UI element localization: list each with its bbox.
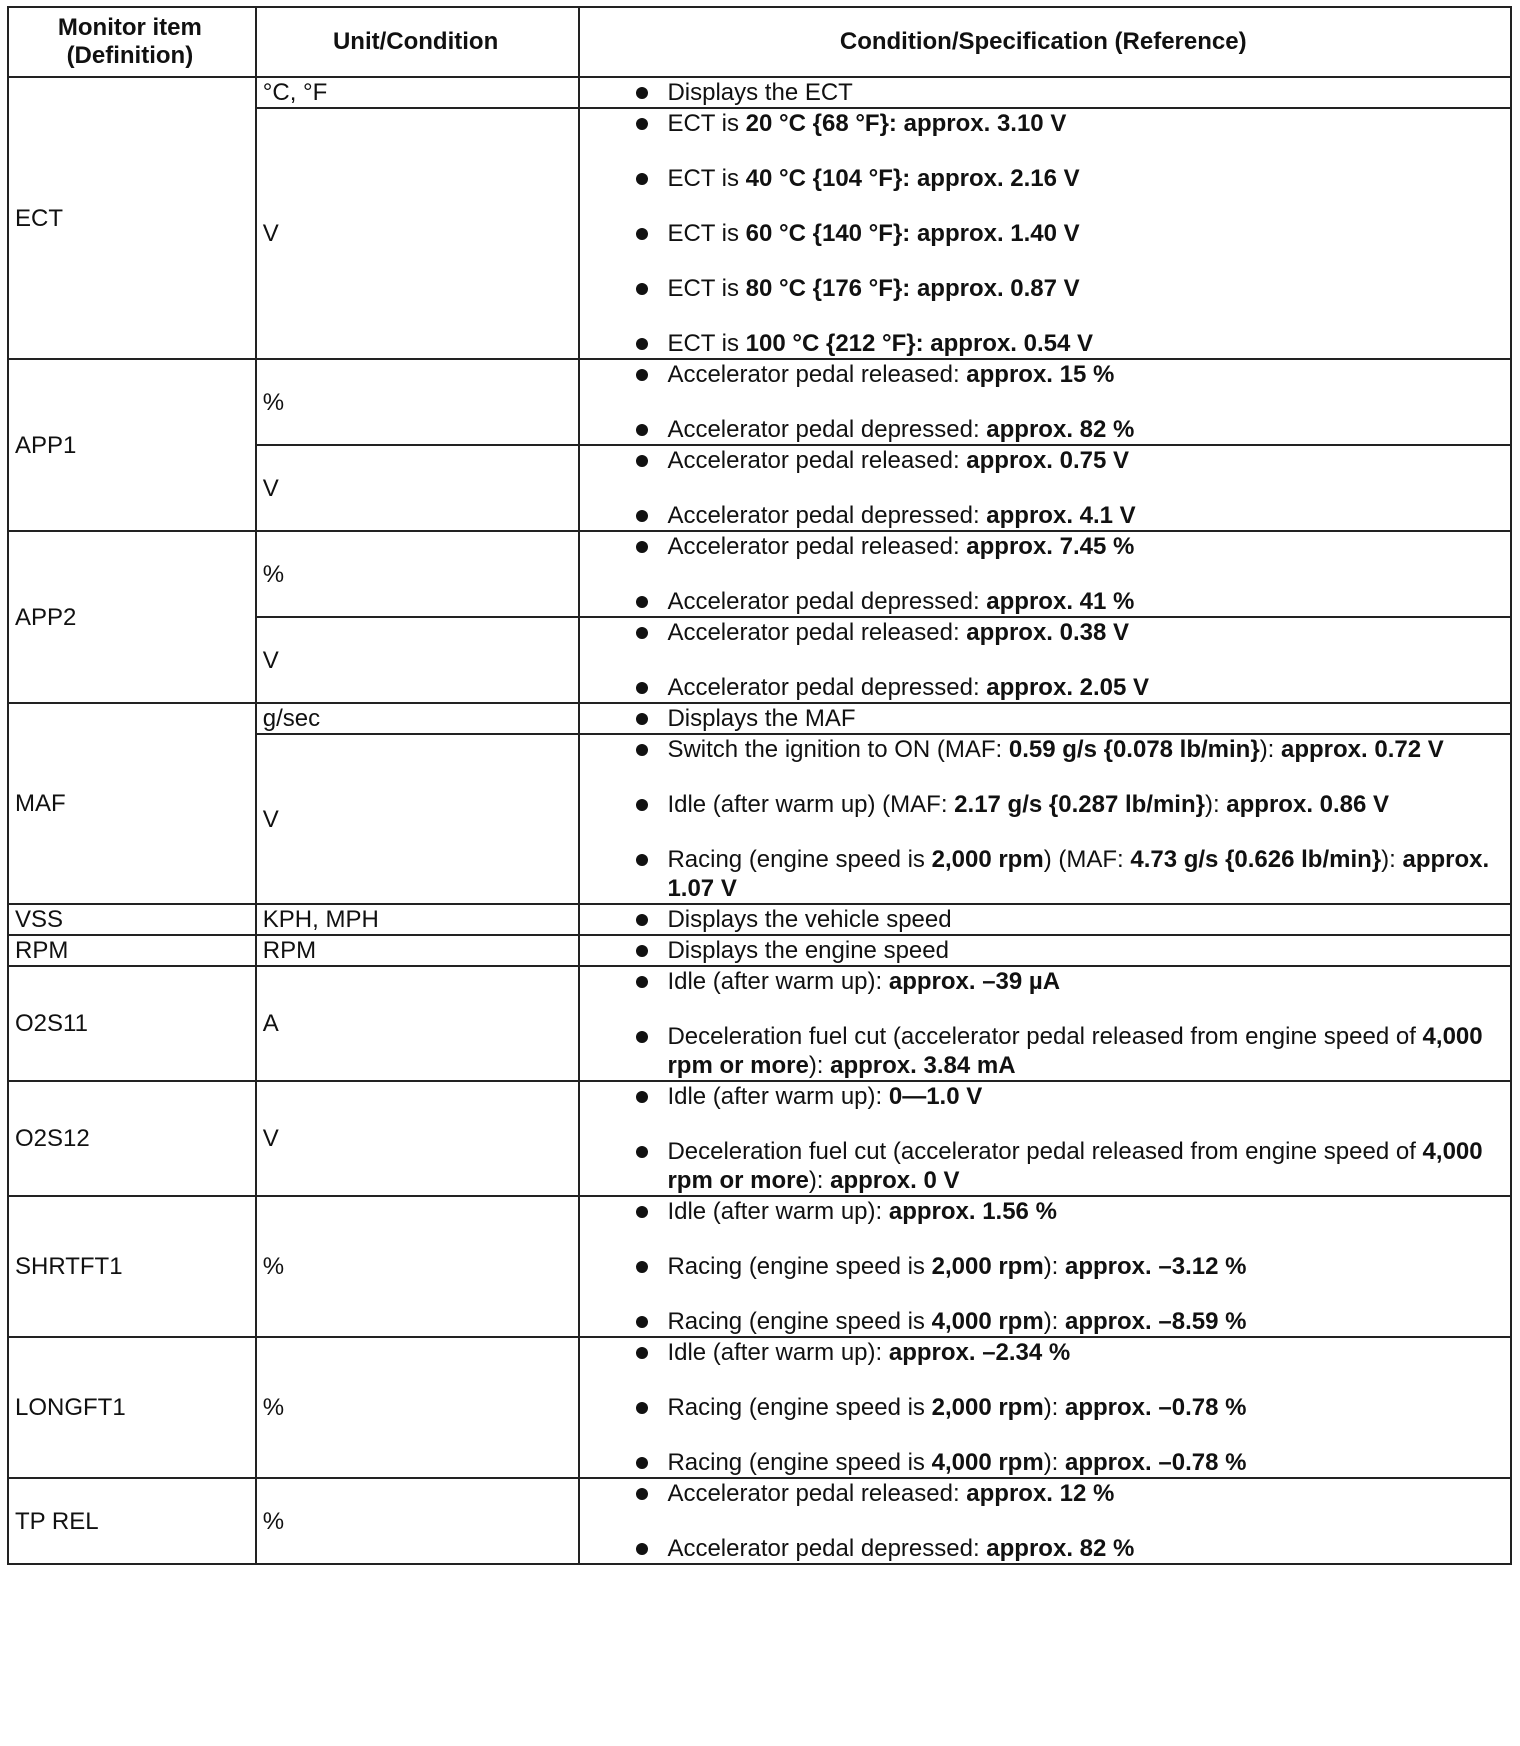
specification-item — [586, 790, 1500, 819]
spec-text: ): — [808, 1052, 831, 1079]
spec-text: ): — [1043, 1449, 1066, 1476]
spec-value: approx. 1.56 % — [888, 1198, 1057, 1225]
table-row — [8, 359, 1511, 445]
unit-cell: % — [256, 359, 580, 445]
specification-list — [586, 1197, 1500, 1336]
unit-cell: A — [256, 966, 580, 1081]
specification-item — [586, 1448, 1500, 1477]
spec-text: ECT is — [667, 330, 746, 357]
specification-list — [586, 905, 1500, 934]
header-monitor-item — [8, 7, 256, 77]
spec-text: Switch the ignition to ON (MAF: — [667, 736, 1009, 763]
specification-item — [586, 329, 1500, 358]
specification-item — [586, 109, 1500, 138]
specification-cell — [579, 703, 1511, 734]
specification-cell — [579, 359, 1511, 445]
header-monitor-item-line1: Monitor item — [57, 14, 202, 41]
spec-value: approx. 12 % — [966, 1480, 1115, 1507]
specification-item — [586, 905, 1500, 934]
spec-value: approx. 41 % — [986, 588, 1135, 615]
header-monitor-item-line2: (Definition) — [66, 42, 194, 69]
specification-list — [586, 967, 1500, 1080]
specification-cell — [579, 617, 1511, 703]
spec-text: Racing (engine speed is — [667, 1308, 932, 1335]
table-header — [8, 7, 1511, 77]
spec-value: approx. –3.12 % — [1065, 1253, 1247, 1280]
spec-text: Accelerator pedal depressed: — [667, 502, 987, 529]
spec-text: ): — [1259, 736, 1282, 763]
monitor-item-cell: TP REL — [8, 1478, 256, 1564]
specification-item — [586, 735, 1500, 764]
spec-value: 4.73 g/s {0.626 lb/min} — [1130, 846, 1382, 873]
spec-value: approx. 2.05 V — [986, 674, 1150, 701]
unit-cell: V — [256, 1081, 580, 1196]
unit-cell: % — [256, 1478, 580, 1564]
spec-value: 2.17 g/s {0.287 lb/min} — [954, 791, 1205, 818]
monitor-item-cell: ECT — [8, 77, 256, 359]
specification-cell — [579, 904, 1511, 935]
specification-list — [586, 1338, 1500, 1477]
spec-value: 0.59 g/s {0.078 lb/min} — [1008, 736, 1260, 763]
spec-text: ) (MAF: — [1043, 846, 1131, 873]
unit-cell: °C, °F — [256, 77, 580, 108]
spec-text: ECT is — [667, 165, 746, 192]
spec-text: Idle (after warm up): — [667, 1339, 889, 1366]
specification-item — [586, 532, 1500, 561]
spec-value: 2,000 rpm — [931, 1394, 1044, 1421]
spec-value: 40 °C {104 °F}: approx. 2.16 V — [745, 165, 1080, 192]
table-row — [8, 904, 1511, 935]
specification-item — [586, 967, 1500, 996]
specification-cell — [579, 1196, 1511, 1337]
unit-cell: V — [256, 617, 580, 703]
monitor-item-cell: SHRTFT1 — [8, 1196, 256, 1337]
specification-cell — [579, 935, 1511, 966]
spec-value: approx. 0.38 V — [966, 619, 1130, 646]
spec-value: 60 °C {140 °F}: approx. 1.40 V — [745, 220, 1080, 247]
spec-value: approx. 0.86 V — [1226, 791, 1390, 818]
unit-cell: KPH, MPH — [256, 904, 580, 935]
specification-item — [586, 501, 1500, 530]
table-row — [8, 531, 1511, 617]
spec-text: Idle (after warm up): — [667, 968, 889, 995]
spec-value: approx. 0 V — [830, 1167, 960, 1194]
specification-item — [586, 1137, 1500, 1195]
spec-value: approx. 0.75 V — [966, 447, 1130, 474]
monitor-item-cell: O2S12 — [8, 1081, 256, 1196]
monitor-item-cell: VSS — [8, 904, 256, 935]
monitor-item-cell: APP1 — [8, 359, 256, 531]
specification-item — [586, 1197, 1500, 1226]
specification-list — [586, 618, 1500, 702]
spec-value: approx. 4.1 V — [986, 502, 1136, 529]
spec-value: 4,000 rpm or more — [667, 1023, 1483, 1079]
spec-text: Racing (engine speed is — [667, 1394, 932, 1421]
spec-text: Accelerator pedal released: — [667, 533, 967, 560]
specification-item — [586, 673, 1500, 702]
specification-list — [586, 446, 1500, 530]
spec-value: approx. 1.07 V — [667, 846, 1490, 902]
spec-text: Displays the engine speed — [667, 937, 949, 964]
spec-text: ECT is — [667, 275, 746, 302]
spec-value: approx. 0.72 V — [1281, 736, 1444, 763]
spec-value: approx. 82 % — [986, 416, 1135, 443]
header-row — [8, 7, 1511, 77]
spec-value: 4,000 rpm — [931, 1308, 1044, 1335]
spec-text: Idle (after warm up) (MAF: — [667, 791, 955, 818]
spec-value: 2,000 rpm — [931, 1253, 1044, 1280]
specification-item — [586, 1307, 1500, 1336]
specification-item — [586, 1082, 1500, 1111]
monitor-item-cell: O2S11 — [8, 966, 256, 1081]
table-row — [8, 1478, 1511, 1564]
spec-text: Deceleration fuel cut (accelerator pedal released from engine speed of — [667, 1138, 1423, 1165]
specification-item — [586, 446, 1500, 475]
specification-item — [586, 845, 1500, 903]
specification-item — [586, 1022, 1500, 1080]
specification-item — [586, 1393, 1500, 1422]
specification-cell — [579, 734, 1511, 904]
spec-value: 4,000 rpm or more — [667, 1138, 1483, 1194]
spec-text: Racing (engine speed is — [667, 1449, 932, 1476]
spec-value: approx. –2.34 % — [888, 1339, 1071, 1366]
specification-item — [586, 1534, 1500, 1563]
spec-value: approx. 7.45 % — [966, 533, 1135, 560]
table-row — [8, 966, 1511, 1081]
spec-text: Displays the vehicle speed — [667, 906, 952, 933]
spec-value: 20 °C {68 °F}: approx. 3.10 V — [745, 110, 1067, 137]
specification-item — [586, 164, 1500, 193]
monitor-item-cell: LONGFT1 — [8, 1337, 256, 1478]
unit-cell: V — [256, 445, 580, 531]
specification-list — [586, 1479, 1500, 1563]
spec-text: ): — [1043, 1308, 1066, 1335]
table-row — [8, 703, 1511, 734]
spec-text: ): — [1204, 791, 1227, 818]
spec-value: 2,000 rpm — [931, 846, 1044, 873]
specification-cell — [579, 1337, 1511, 1478]
specification-item — [586, 1338, 1500, 1367]
spec-text: Idle (after warm up): — [667, 1198, 889, 1225]
spec-text: ): — [1043, 1253, 1066, 1280]
specification-list — [586, 532, 1500, 616]
unit-cell: % — [256, 1337, 580, 1478]
specification-item — [586, 219, 1500, 248]
spec-text: Accelerator pedal depressed: — [667, 1535, 987, 1562]
spec-text: Displays the MAF — [667, 705, 856, 732]
spec-text: Accelerator pedal depressed: — [667, 588, 987, 615]
specification-item — [586, 1479, 1500, 1508]
spec-value: 4,000 rpm — [931, 1449, 1044, 1476]
table-body — [8, 77, 1511, 1564]
specification-cell — [579, 108, 1511, 359]
spec-value: 80 °C {176 °F}: approx. 0.87 V — [745, 275, 1080, 302]
spec-value: approx. –0.78 % — [1065, 1394, 1247, 1421]
monitor-spec-table — [7, 6, 1512, 1565]
spec-text: Racing (engine speed is — [667, 1253, 932, 1280]
spec-value: 100 °C {212 °F}: approx. 0.54 V — [745, 330, 1094, 357]
specification-list — [586, 78, 1500, 107]
unit-cell: % — [256, 1196, 580, 1337]
spec-value: approx. –8.59 % — [1065, 1308, 1247, 1335]
spec-text: ): — [1381, 846, 1403, 873]
spec-value: approx. –39 µA — [888, 968, 1061, 995]
unit-cell: V — [256, 734, 580, 904]
specification-list — [586, 735, 1500, 903]
spec-text: Accelerator pedal released: — [667, 361, 967, 388]
spec-text: Accelerator pedal released: — [667, 1480, 967, 1507]
specification-cell — [579, 966, 1511, 1081]
spec-text: Idle (after warm up): — [667, 1083, 889, 1110]
specification-cell — [579, 1081, 1511, 1196]
spec-text: Deceleration fuel cut (accelerator pedal released from engine speed of — [667, 1023, 1423, 1050]
spec-value: approx. 15 % — [966, 361, 1115, 388]
monitor-item-cell: APP2 — [8, 531, 256, 703]
specification-list — [586, 1082, 1500, 1195]
header-unit-condition: Unit/Condition — [256, 7, 580, 77]
specification-item — [586, 936, 1500, 965]
table-row — [8, 1196, 1511, 1337]
unit-cell: g/sec — [256, 703, 580, 734]
spec-text: ): — [808, 1167, 831, 1194]
specification-item — [586, 274, 1500, 303]
spec-text: ): — [1043, 1394, 1066, 1421]
monitor-item-cell: RPM — [8, 935, 256, 966]
specification-item — [586, 360, 1500, 389]
spec-value: approx. 3.84 mA — [830, 1052, 1016, 1079]
specification-item — [586, 618, 1500, 647]
unit-cell: V — [256, 108, 580, 359]
specification-list — [586, 704, 1500, 733]
spec-text: Displays the ECT — [667, 79, 853, 106]
table-row — [8, 77, 1511, 108]
spec-text: Accelerator pedal released: — [667, 619, 967, 646]
specification-item — [586, 704, 1500, 733]
spec-text: Accelerator pedal depressed: — [667, 674, 987, 701]
specification-item — [586, 78, 1500, 107]
header-condition-specification: Condition/Specification (Reference) — [579, 7, 1511, 77]
table-row — [8, 935, 1511, 966]
unit-cell: RPM — [256, 935, 580, 966]
spec-text: Accelerator pedal released: — [667, 447, 967, 474]
specification-list — [586, 936, 1500, 965]
specification-cell — [579, 445, 1511, 531]
specification-cell — [579, 1478, 1511, 1564]
specification-cell — [579, 77, 1511, 108]
specification-item — [586, 587, 1500, 616]
table-row — [8, 1337, 1511, 1478]
specification-list — [586, 360, 1500, 444]
specification-item — [586, 415, 1500, 444]
spec-text: ECT is — [667, 220, 746, 247]
spec-value: approx. 82 % — [986, 1535, 1135, 1562]
spec-value: approx. –0.78 % — [1065, 1449, 1247, 1476]
spec-text: ECT is — [667, 110, 746, 137]
specification-cell — [579, 531, 1511, 617]
monitor-item-cell: MAF — [8, 703, 256, 904]
specification-list — [586, 109, 1500, 358]
spec-value: 0—1.0 V — [888, 1083, 983, 1110]
specification-item — [586, 1252, 1500, 1281]
spec-text: Racing (engine speed is — [667, 846, 932, 873]
spec-text: Accelerator pedal depressed: — [667, 416, 987, 443]
table-row — [8, 1081, 1511, 1196]
unit-cell: % — [256, 531, 580, 617]
